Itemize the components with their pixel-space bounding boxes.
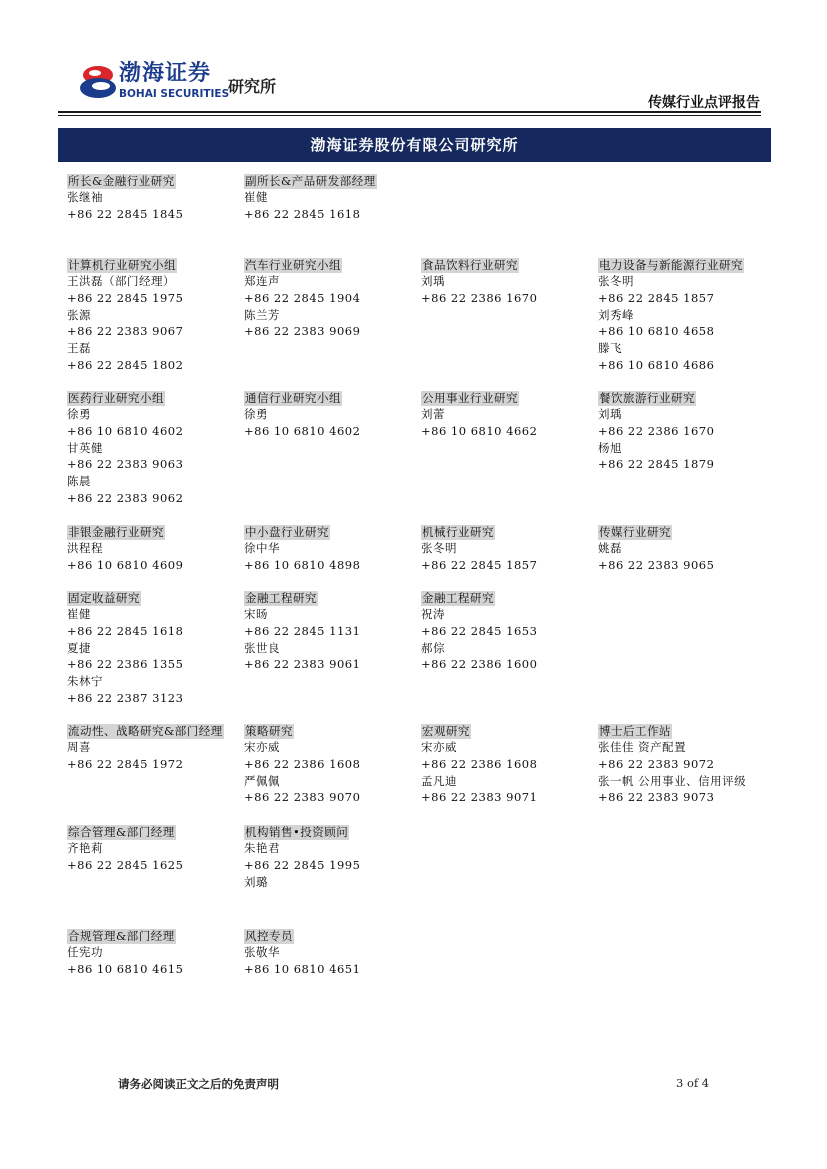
contact-name: 洪程程 (67, 541, 103, 555)
contact-name: 滕飞 (598, 341, 622, 356)
contact-phone: +86 22 2383 9063 (67, 457, 184, 472)
contact-phone: +86 22 2845 1625 (67, 857, 184, 872)
group-label: 所长&金融行业研究 (68, 174, 175, 188)
logo-english-name: BOHAI SECURITIES (119, 88, 230, 100)
contact-name: 孟凡迪 (421, 773, 457, 788)
contact-group (67, 720, 243, 773)
logo-chinese-name: 渤海证券 (119, 61, 212, 86)
group-label: 电力设备与新能源行业研究 (599, 258, 743, 272)
directory-row (67, 720, 771, 821)
contact-name: 严佩佩 (244, 773, 280, 788)
group-label: 传媒行业研究 (599, 525, 671, 539)
contact-name: 姚磊 (598, 541, 622, 555)
contact-phone: +86 22 2383 9062 (67, 490, 184, 505)
contact-phone: +86 22 2386 1670 (598, 423, 715, 438)
contact-phone: +86 22 2383 9072 (598, 756, 715, 771)
contact-phone: +86 22 2845 1972 (67, 756, 184, 771)
contact-group (67, 170, 243, 223)
contact-name: 刘秀峰 (598, 307, 634, 322)
page-header (0, 0, 827, 130)
contact-name: 张源 (67, 307, 91, 322)
contact-name: 张敬华 (244, 945, 280, 959)
contact-directory (67, 170, 771, 985)
group-label: 综合管理&部门经理 (68, 825, 175, 839)
contact-group (598, 387, 774, 473)
contact-phone: +86 22 2845 1618 (67, 623, 184, 638)
directory-row (67, 821, 771, 925)
contact-group (421, 254, 597, 307)
group-label: 公用事业行业研究 (422, 391, 518, 405)
contact-group (598, 720, 774, 806)
directory-row (67, 387, 771, 521)
contact-phone: +86 22 2845 1845 (67, 206, 184, 221)
contact-name: 刘瑀 (598, 407, 622, 421)
contact-phone: +86 10 6810 4898 (244, 557, 361, 572)
group-label: 食品饮料行业研究 (422, 258, 518, 272)
contact-name: 朱林宁 (67, 674, 103, 689)
contact-group (598, 521, 774, 574)
contact-name: 朱艳君 (244, 841, 280, 855)
contact-name: 陈兰芳 (244, 307, 280, 322)
contact-name: 张继袖 (67, 190, 103, 204)
contact-group (598, 254, 774, 374)
contact-name: 张佳佳 资产配置 (598, 740, 687, 754)
contact-name: 郑连声 (244, 274, 280, 288)
page-number: 3 of 4 (676, 1076, 710, 1090)
contact-group (244, 720, 420, 806)
institute-label: 研究所 (228, 77, 277, 96)
directory-row (67, 587, 771, 720)
contact-name: 崔健 (67, 607, 91, 621)
contact-group (244, 587, 420, 673)
contact-name: 王磊 (67, 341, 91, 356)
contact-phone: +86 10 6810 4658 (598, 324, 715, 339)
contact-name: 甘英健 (67, 440, 103, 455)
group-label: 风控专员 (245, 929, 293, 943)
contact-phone: +86 22 2845 1995 (244, 857, 361, 872)
contact-group (67, 521, 243, 574)
contact-phone: +86 22 2386 1608 (421, 756, 538, 771)
group-label: 通信行业研究小组 (245, 391, 341, 405)
contact-name: 齐艳莉 (67, 841, 103, 855)
group-label: 宏观研究 (422, 724, 470, 738)
contact-phone: +86 10 6810 4686 (598, 357, 715, 372)
contact-name: 宋亦威 (421, 740, 457, 754)
group-label: 非银金融行业研究 (68, 525, 164, 539)
contact-phone: +86 22 2383 9069 (244, 324, 361, 339)
contact-phone: +86 10 6810 4602 (244, 423, 361, 438)
group-label: 机械行业研究 (422, 525, 494, 539)
contact-phone: +86 22 2383 9067 (67, 324, 184, 339)
contact-phone: +86 10 6810 4615 (67, 961, 184, 976)
contact-name: 张冬明 (598, 274, 634, 288)
contact-name: 任宪功 (67, 945, 103, 959)
contact-phone: +86 22 2383 9065 (598, 557, 715, 572)
group-label: 汽车行业研究小组 (245, 258, 341, 272)
group-label: 合规管理&部门经理 (68, 929, 175, 943)
contact-group (421, 387, 597, 440)
contact-phone: +86 22 2845 1653 (421, 623, 538, 638)
contact-phone: +86 22 2845 1802 (67, 357, 184, 372)
group-label: 金融工程研究 (422, 591, 494, 605)
banner-title: 渤海证券股份有限公司研究所 (58, 128, 771, 162)
contact-group (421, 587, 597, 673)
contact-name: 徐勇 (67, 407, 91, 421)
group-label: 机构销售•投资顾问 (245, 825, 349, 839)
contact-name: 崔健 (244, 190, 268, 204)
contact-phone: +86 22 2386 1355 (67, 657, 184, 672)
bohai-logo-icon (78, 62, 118, 102)
contact-phone: +86 22 2383 9071 (421, 790, 538, 805)
contact-name: 刘瑀 (421, 274, 445, 288)
contact-phone: +86 22 2845 1879 (598, 457, 715, 472)
group-label: 流动性、战略研究&部门经理 (68, 724, 223, 738)
contact-phone: +86 22 2383 9061 (244, 657, 361, 672)
contact-group (421, 720, 597, 806)
contact-group (244, 254, 420, 340)
contact-name: 周喜 (67, 740, 91, 754)
group-label: 策略研究 (245, 724, 293, 738)
contact-name: 刘蕾 (421, 407, 445, 421)
contact-group (67, 821, 243, 874)
contact-phone: +86 22 2387 3123 (67, 690, 184, 705)
contact-name: 宋旸 (244, 607, 268, 621)
contact-name: 张世良 (244, 640, 280, 655)
contact-phone: +86 10 6810 4602 (67, 423, 184, 438)
contact-phone: +86 22 2386 1608 (244, 756, 361, 771)
contact-name: 徐勇 (244, 407, 268, 421)
contact-phone: +86 22 2845 1975 (67, 290, 184, 305)
directory-row (67, 254, 771, 387)
contact-name: 夏捷 (67, 640, 91, 655)
group-label: 餐饮旅游行业研究 (599, 391, 695, 405)
contact-phone: +86 22 2383 9070 (244, 790, 361, 805)
contact-phone: +86 22 2383 9073 (598, 790, 715, 805)
contact-name: 张一帆 公用事业、信用评级 (598, 773, 747, 788)
group-label: 金融工程研究 (245, 591, 317, 605)
directory-row (67, 521, 771, 587)
header-rule-thin (58, 115, 761, 116)
group-label: 中小盘行业研究 (245, 525, 329, 539)
contact-phone: +86 22 2386 1600 (421, 657, 538, 672)
contact-group (244, 821, 420, 890)
contact-phone: +86 10 6810 4651 (244, 961, 361, 976)
group-label: 副所长&产品研发部经理 (245, 174, 376, 188)
group-label: 医药行业研究小组 (68, 391, 164, 405)
contact-phone: +86 22 2845 1904 (244, 290, 361, 305)
header-rule (58, 111, 761, 113)
directory-row (67, 925, 771, 985)
contact-phone: +86 10 6810 4609 (67, 557, 184, 572)
contact-phone: +86 22 2845 1857 (421, 557, 538, 572)
contact-name: 张冬明 (421, 541, 457, 555)
contact-name: 刘璐 (244, 874, 268, 889)
contact-name: 王洪磊（部门经理） (67, 274, 175, 288)
group-label: 博士后工作站 (599, 724, 671, 738)
report-type: 传媒行业点评报告 (648, 95, 760, 111)
contact-group (67, 925, 243, 978)
group-label: 计算机行业研究小组 (68, 258, 176, 272)
disclaimer-note: 请务必阅读正文之后的免责声明 (118, 1077, 279, 1091)
contact-name: 祝涛 (421, 607, 445, 621)
contact-name: 郝倧 (421, 640, 445, 655)
contact-group (244, 387, 420, 440)
contact-group (244, 521, 420, 574)
contact-group (244, 170, 420, 223)
contact-phone: +86 22 2845 1131 (244, 623, 361, 638)
contact-phone: +86 22 2386 1670 (421, 290, 538, 305)
contact-group (244, 925, 420, 978)
contact-name: 徐中华 (244, 541, 280, 555)
contact-group (67, 587, 243, 707)
contact-group (67, 254, 243, 374)
contact-name: 宋亦威 (244, 740, 280, 754)
contact-name: 杨旭 (598, 440, 622, 455)
contact-phone: +86 10 6810 4662 (421, 423, 538, 438)
contact-group (421, 521, 597, 574)
contact-phone: +86 22 2845 1857 (598, 290, 715, 305)
contact-name: 陈晨 (67, 474, 91, 489)
contact-group (67, 387, 243, 507)
contact-phone: +86 22 2845 1618 (244, 206, 361, 221)
directory-row (67, 170, 771, 254)
group-label: 固定收益研究 (68, 591, 140, 605)
